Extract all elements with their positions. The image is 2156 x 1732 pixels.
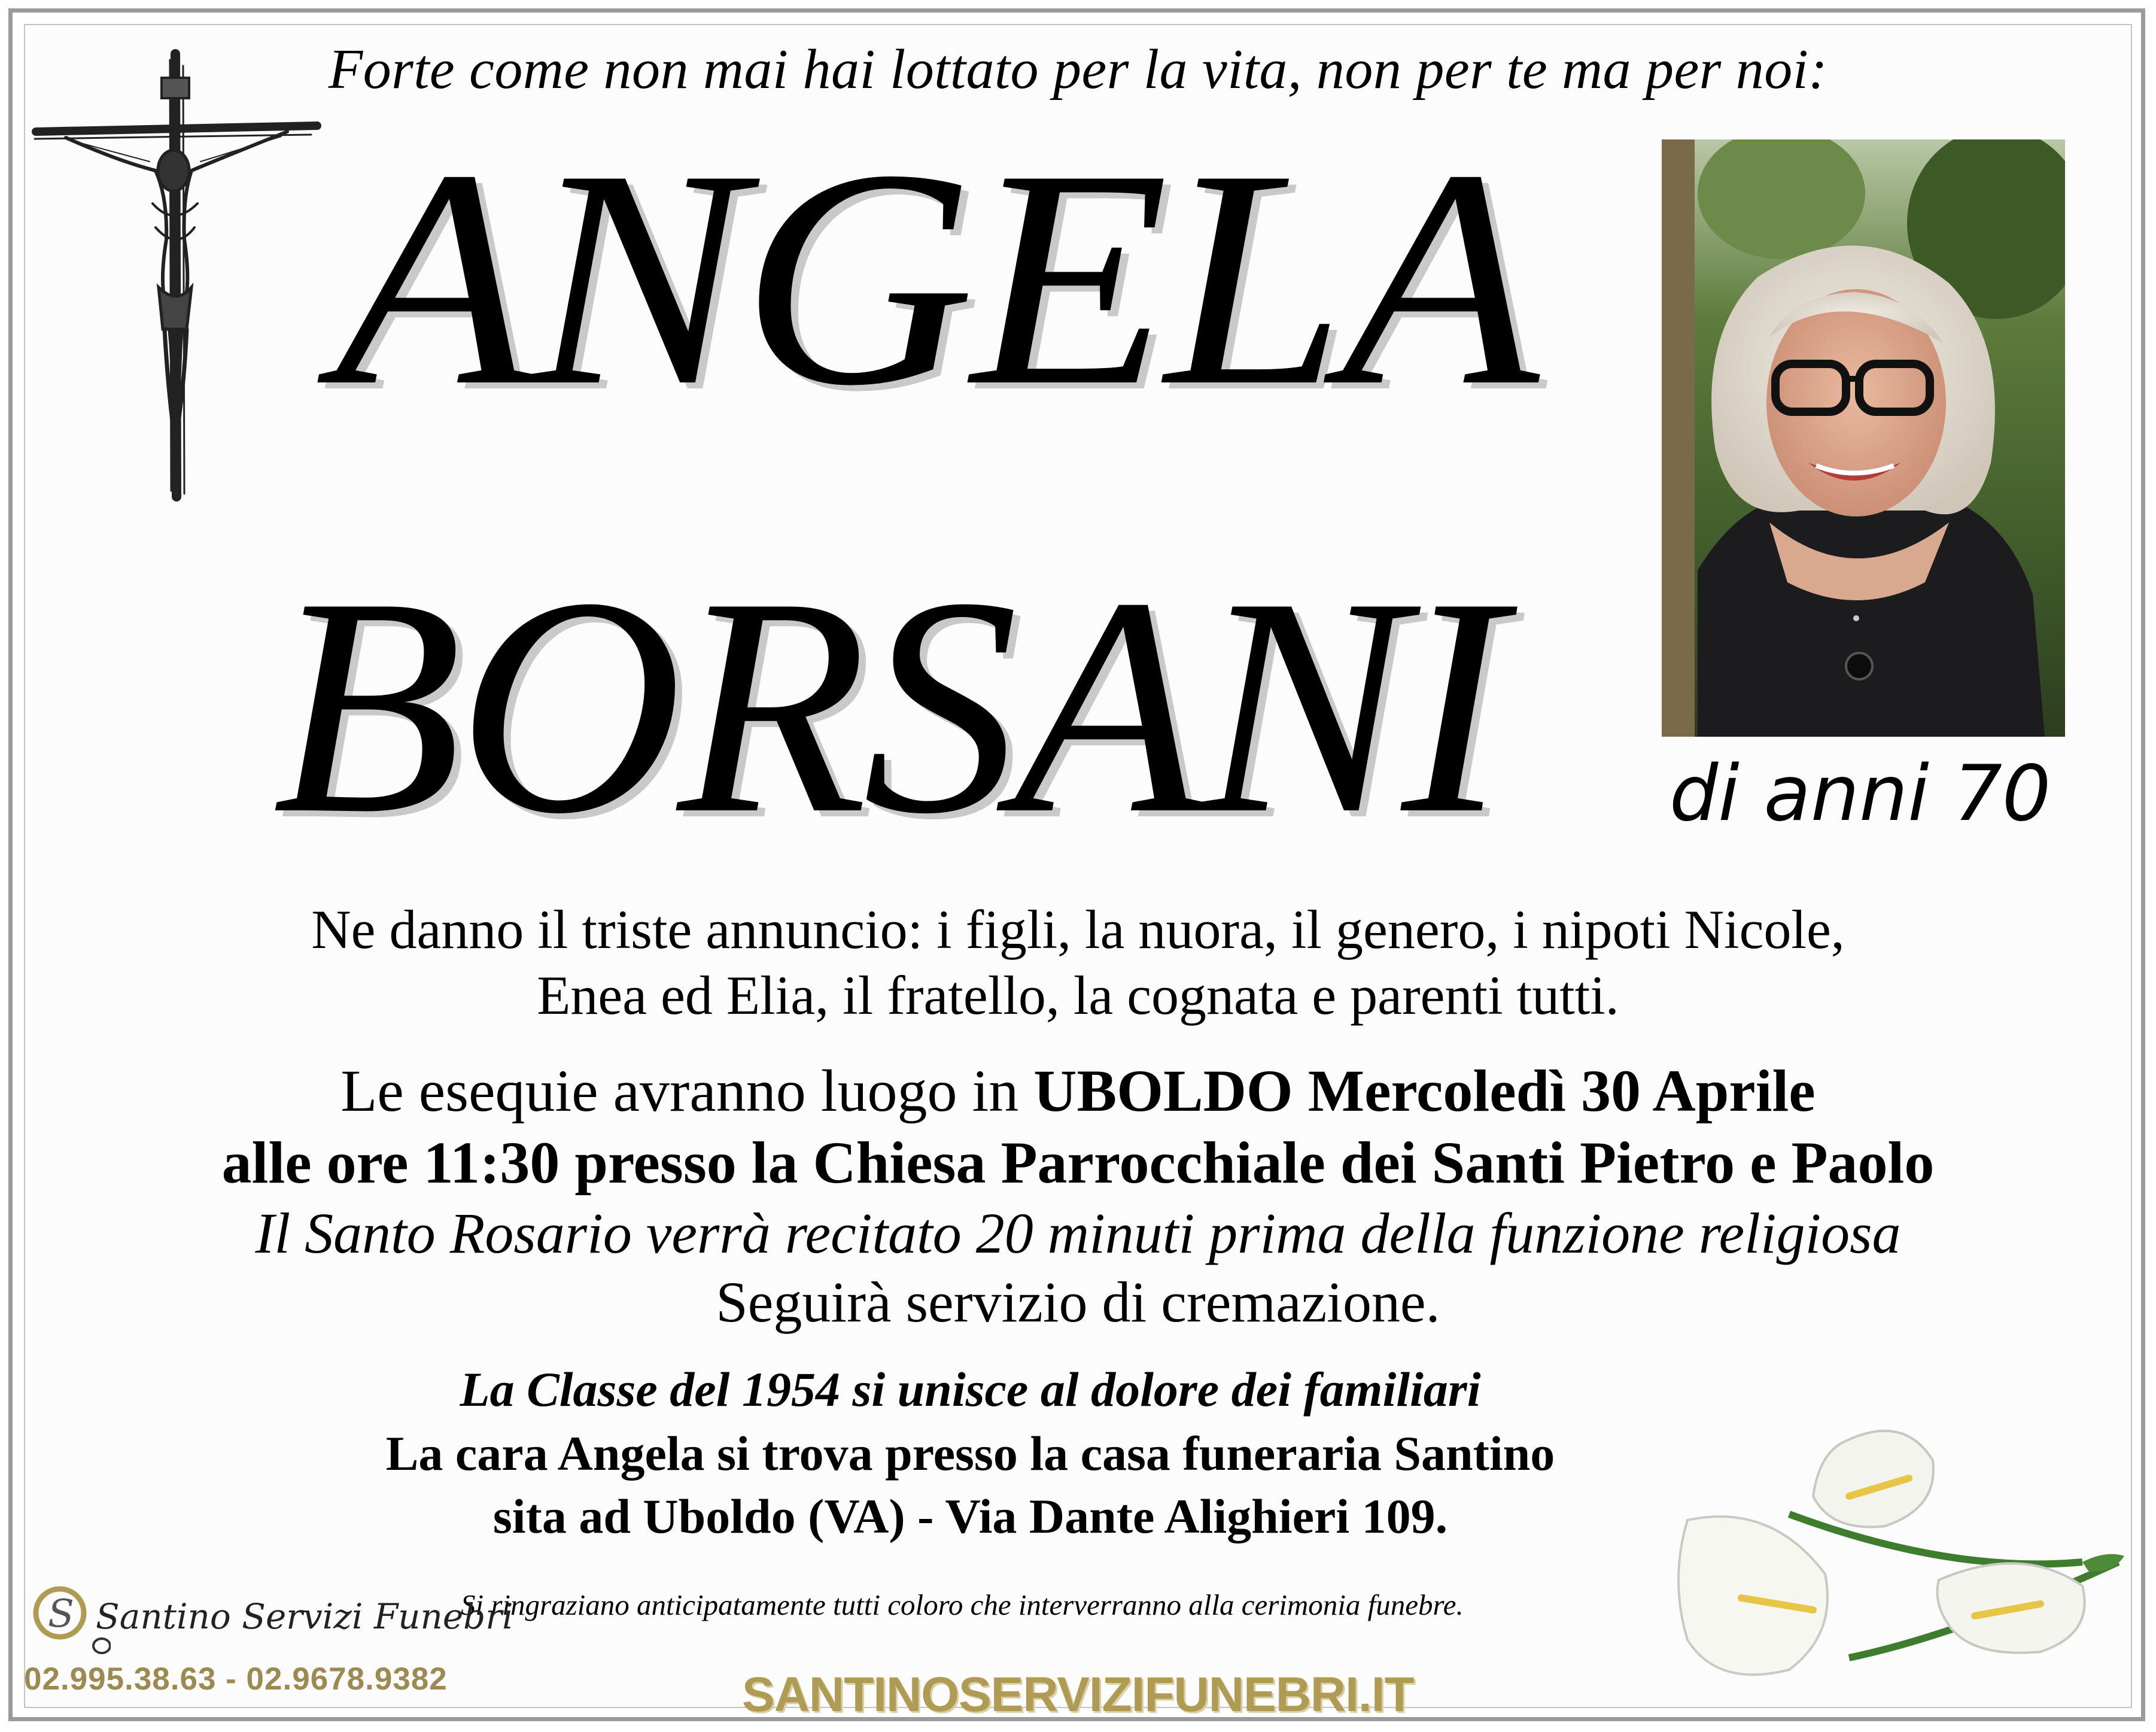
top-quote: Forte come non mai hai lottato per la vita, non per te ma per noi:	[328, 38, 1828, 101]
crucifix-icon	[30, 48, 323, 503]
deceased-age: di anni 70	[1670, 749, 2051, 838]
deceased-photo	[1662, 139, 2065, 737]
location-line-2: sita ad Uboldo (VA) - Via Dante Alighieri 109.	[492, 1489, 1448, 1543]
company-logo-text: Santino Servizi Funebri	[96, 1596, 513, 1637]
deceased-last-name: BORSANI	[272, 534, 1501, 878]
company-phones: 02.995.38.63 - 02.9678.9382	[24, 1661, 448, 1697]
thanks-note: Si ringraziano anticipatamente tutti coloro che interverranno alla cerimonia funebre.	[461, 1588, 1464, 1621]
cremation-line: Seguirà servizio di cremazione.	[716, 1270, 1440, 1334]
location-line-1: La cara Angela si trova presso la casa funeraria Santino	[385, 1426, 1555, 1481]
rosary-line: Il Santo Rosario verrà recitato 20 minuti prima della funzione religiosa	[255, 1201, 1901, 1265]
announcement-line-2: Enea ed Elia, il fratello, la cognata e parenti tutti.	[537, 965, 1619, 1026]
funeral-place-date: UBOLDO Mercoledì 30 Aprile	[1033, 1058, 1816, 1124]
company-website[interactable]: SANTINOSERVIZIFUNEBRI.IT	[742, 1667, 1414, 1722]
funeral-line-1	[0, 1056, 2156, 1125]
funeral-line-2: alle ore 11:30 presso la Chiesa Parrocchiale dei Santi Pietro e Paolo	[221, 1129, 1935, 1196]
svg-text:S: S	[48, 1592, 74, 1636]
calla-lilies-icon	[1652, 1406, 2142, 1718]
funeral-line-1-prefix: Le esequie avranno luogo in	[340, 1058, 1034, 1124]
deceased-first-name: ANGELA	[335, 106, 1535, 450]
class-line: La Classe del 1954 si unisce al dolore dei familiari	[460, 1362, 1481, 1417]
announcement-line-1: Ne danno il triste annuncio: i figli, la nuora, il genero, i nipoti Nicole,	[311, 899, 1845, 960]
